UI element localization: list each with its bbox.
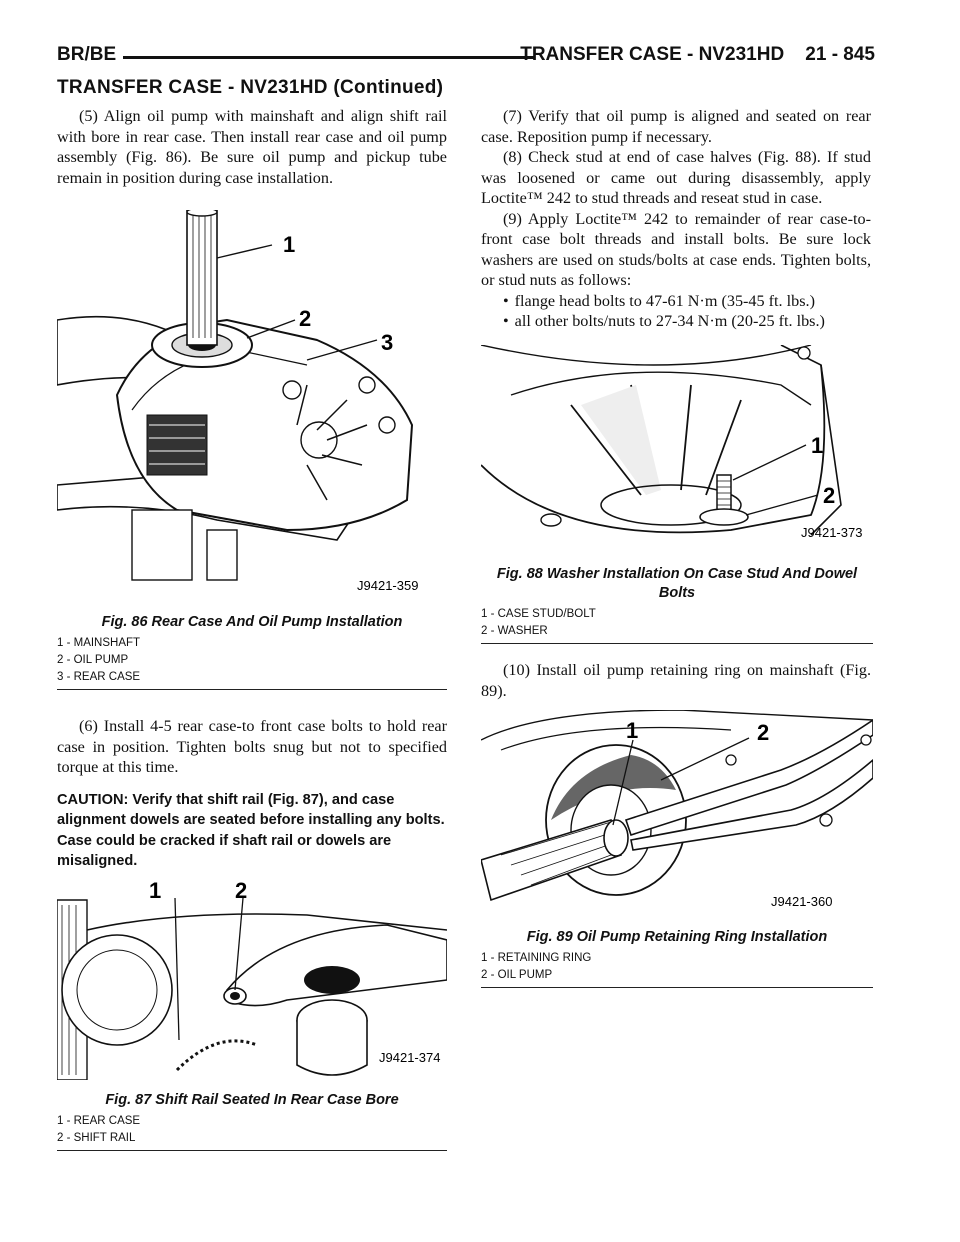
fig86-callout-3: 3 [381, 330, 394, 355]
fig89-callout-1: 1 [626, 718, 639, 743]
torque-bullet: • flange head bolts to 47-61 N·m (35-45 ft. lbs.) [481, 291, 871, 312]
section-title: TRANSFER CASE - NV231HD (Continued) [57, 77, 444, 98]
fig86-code: J9421-359 [357, 578, 419, 593]
fig86-callout-1: 1 [283, 232, 296, 257]
fig89-illustration [481, 710, 873, 915]
step-5: (5) Align oil pump with mainshaft and align shift rail with bore in rear case. Then install rear case and oil pump assembly (Fig. 86). Be sure oil pump and pickup tube remain in position during case installation. [57, 107, 447, 187]
fig87-illustration [57, 870, 447, 1080]
fig86-legend-item: 1 - MAINSHAFT [57, 637, 141, 649]
fig86-legend [57, 635, 447, 686]
header-right: TRANSFER CASE - NV231HD 21 - 845 [520, 44, 875, 65]
fig88-callout-2: 2 [823, 483, 836, 508]
fig89-caption: Fig. 89 Oil Pump Retaining Ring Installation [526, 929, 828, 945]
figure-88 [481, 345, 873, 644]
header-rule [123, 56, 535, 59]
header-left: BR/BE [57, 44, 117, 65]
page-header [57, 44, 875, 70]
fig89-code: J9421-360 [771, 894, 833, 909]
step-6: (6) Install 4-5 rear case-to front case bolts to hold rear case in position. Tighten bolts snug but not to specified torque at this time. [57, 717, 447, 776]
fig88-code: J9421-373 [801, 525, 863, 540]
fig87-legend-item: 1 - REAR CASE [57, 1115, 141, 1127]
step-8: (8) Check stud at end of case halves (Fig. 88). If stud was loosened or came out during disassembly, apply Loctite™ 242 to stud threads and reseat stud in case. [481, 148, 871, 207]
torque-bullet: • all other bolts/nuts to 27-34 N·m (20-25 ft. lbs.) [481, 311, 871, 332]
fig88-rule [481, 643, 873, 644]
right-column [481, 106, 871, 332]
fig87-callout-1: 1 [149, 878, 162, 903]
fig87-rule [57, 1150, 447, 1151]
fig86-legend-item: 2 - OIL PUMP [57, 654, 129, 666]
fig86-caption: Fig. 86 Rear Case And Oil Pump Installation [101, 614, 403, 630]
right-column-lower [481, 660, 871, 701]
fig86-rule [57, 689, 447, 690]
caution-note: CAUTION: Verify that shift rail (Fig. 87), and case alignment dowels are seated before installing any bolts. Case could be cracked if shaft rail or dowels are misaligned. [57, 791, 445, 869]
fig88-legend-item: 1 - CASE STUD/BOLT [481, 608, 596, 620]
figure-86 [57, 210, 447, 690]
fig88-legend-item: 2 - WASHER [481, 625, 548, 637]
step-9: (9) Apply Loctite™ 242 to remainder of rear case-to-front case bolt threads and install bolts. Be sure lock washers are used on studs/bolts at case ends. Tighten bolts, or stud nuts as follows: [481, 209, 871, 289]
fig88-legend [481, 606, 873, 640]
fig87-code: J9421-374 [379, 1050, 441, 1065]
left-column [57, 106, 447, 188]
fig87-caption: Fig. 87 Shift Rail Seated In Rear Case Bore [105, 1092, 399, 1108]
fig89-legend [481, 950, 873, 984]
fig89-legend-item: 1 - RETAINING RING [481, 952, 592, 964]
fig89-callout-2: 2 [757, 720, 770, 745]
fig88-callout-1: 1 [811, 433, 824, 458]
figure-87 [57, 870, 447, 1151]
fig88-caption: Fig. 88 Washer Installation On Case Stud And Dowel Bolts [496, 566, 858, 601]
left-column-lower [57, 716, 447, 872]
fig86-callout-2: 2 [299, 306, 312, 331]
fig89-rule [481, 987, 873, 988]
fig87-legend [57, 1113, 447, 1147]
fig86-legend-item: 3 - REAR CASE [57, 671, 141, 683]
fig89-legend-item: 2 - OIL PUMP [481, 969, 553, 981]
fig87-legend-item: 2 - SHIFT RAIL [57, 1132, 136, 1144]
step-7: (7) Verify that oil pump is aligned and seated on rear case. Reposition pump if necessary. [481, 107, 871, 146]
fig86-illustration [57, 210, 447, 600]
fig87-callout-2: 2 [235, 878, 248, 903]
figure-89 [481, 710, 873, 988]
fig88-illustration [481, 345, 873, 550]
step-10: (10) Install oil pump retaining ring on mainshaft (Fig. 89). [481, 661, 871, 700]
